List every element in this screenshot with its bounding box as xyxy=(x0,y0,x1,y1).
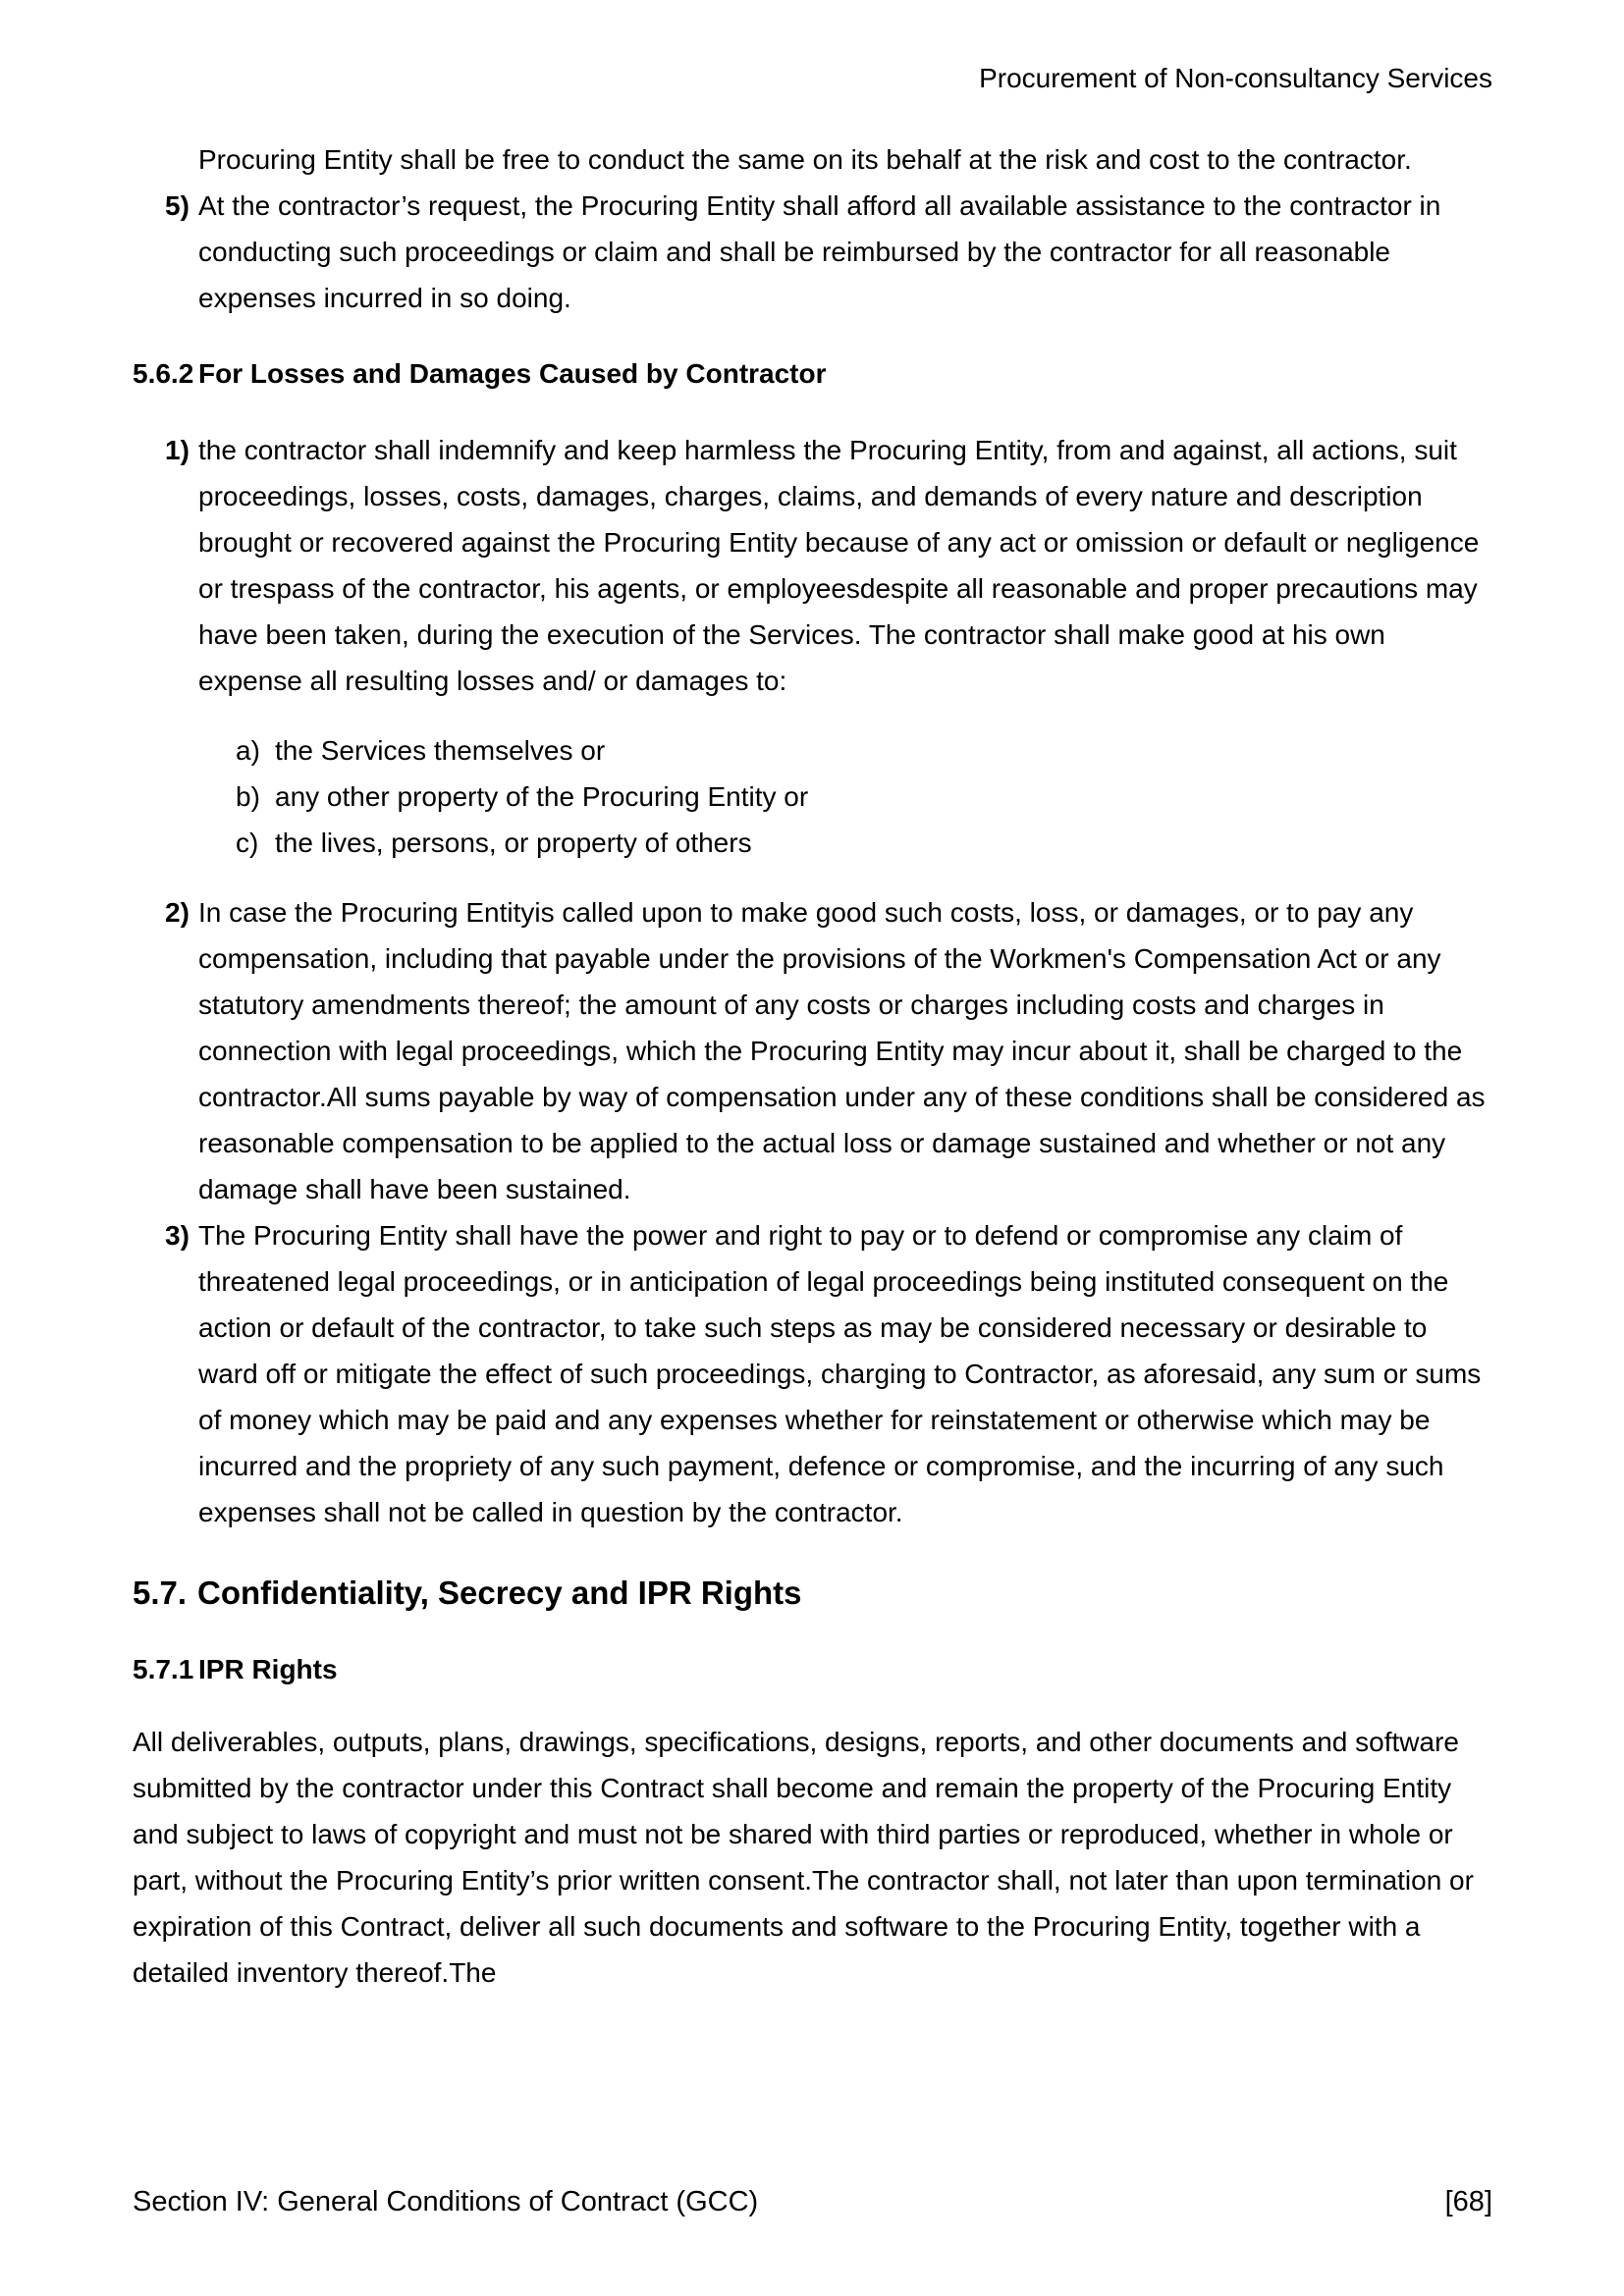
sub-list-item-b-text: any other property of the Procuring Entity or xyxy=(275,781,809,812)
sub-list-item-c-text: the lives, persons, or property of others xyxy=(275,828,752,858)
list-item-1-number: 1) xyxy=(165,435,189,465)
section-heading-5-7-1 xyxy=(133,1646,1492,1692)
list-item-2 xyxy=(165,889,1492,1212)
list-item-3 xyxy=(165,1212,1492,1535)
section-heading-5-7-title: Confidentiality, Secrecy and IPR Rights xyxy=(197,1575,802,1611)
section-heading-5-7-number: 5.7. xyxy=(133,1575,188,1611)
page-footer xyxy=(133,2179,1492,2225)
list-item-3-text: The Procuring Entity shall have the power and right to pay or to defend or compromise any claim of threatened legal proceedings, or in anticipation of legal proceedings being instituted consequent on the action or default of the contractor, to take such steps as may be considered necessary or desirable to ward off or mitigate the effect of such proceedings, charging to Contractor, as aforesaid, any sum or sums of money which may be paid and any expenses whether for reinstatement or otherwise which may be incurred and the propriety of any such payment, defence or compromise, and the incurring of any such expenses shall not be called in question by the contractor. xyxy=(198,1220,1482,1527)
continuation-paragraph: Procuring Entity shall be free to conduct the same on its behalf at the risk and cost to the contractor. xyxy=(198,144,1412,175)
sub-list xyxy=(133,727,1492,866)
sub-list-item-b xyxy=(236,774,1492,820)
sub-list-item-a xyxy=(236,727,1492,774)
header-title: Procurement of Non-consultancy Services xyxy=(979,63,1492,93)
sub-list-item-a-text: the Services themselves or xyxy=(275,735,606,766)
sub-list-item-b-letter: b) xyxy=(236,781,260,812)
sub-list-item-c-letter: c) xyxy=(236,828,259,858)
list-item-2-text: In case the Procuring Entityis called upon to make good such costs, loss, or damages, or to pay any compensation, including that payable under the provisions of the Workmen's Compensation Act or any statutory amendments thereof; the amount of any costs or charges including costs and charges in connection with legal proceedings, which the Procuring Entity may incur about it, shall be charged to the contractor.All sums payable by way of compensation under any of these conditions shall be considered as reasonable compensation to be applied to the actual loss or damage sustained and whether or not any damage shall have been sustained. xyxy=(198,897,1486,1204)
section-heading-5-7-1-title: IPR Rights xyxy=(198,1654,338,1684)
sub-list-item-c xyxy=(236,820,1492,866)
page-header xyxy=(133,55,1492,101)
list-item-1-text: the contractor shall indemnify and keep harmless the Procuring Entity, from and against, all actions, suit proceedings, losses, costs, damages, charges, claims, and demands of every nature and description brought or recovered against the Procuring Entity because of any act or omission or default or negligence or trespass of the contractor, his agents, or employeesdespite all reasonable and proper precautions may have been taken, during the execution of the Services. The contractor shall make good at his own expense all resulting losses and/ or damages to: xyxy=(198,435,1480,696)
page-number: [68] xyxy=(1444,2186,1492,2217)
list-item-5-number: 5) xyxy=(165,190,189,221)
section-heading-5-7-1-number: 5.7.1 xyxy=(133,1654,194,1684)
section-heading-5-6-2 xyxy=(133,350,1492,397)
section-heading-5-6-2-number: 5.6.2 xyxy=(133,358,194,389)
ipr-paragraph: All deliverables, outputs, plans, drawings, specifications, designs, reports, and other documents and software submitted by the contractor under this Contract shall become and remain the property of the Procuring Entity and subject to laws of copyright and must not be shared with third parties or reproduced, whether in whole or part, without the Procuring Entity’s prior written consent.The contractor shall, not later than upon termination or expiration of this Contract, deliver all such documents and software to the Procuring Entity, together with a detailed inventory thereof.The xyxy=(133,1727,1474,1988)
list-item-2-number: 2) xyxy=(165,897,189,928)
list-item-1 xyxy=(165,427,1492,704)
section-heading-5-6-2-title: For Losses and Damages Caused by Contractor xyxy=(198,358,827,389)
sub-list-item-a-letter: a) xyxy=(236,735,260,766)
footer-section-label: Section IV: General Conditions of Contract (GCC) xyxy=(133,2186,759,2217)
list-item-3-number: 3) xyxy=(165,1220,189,1251)
section-heading-5-7 xyxy=(133,1569,1492,1617)
list-item-5 xyxy=(165,183,1492,321)
list-item-5-text: At the contractor’s request, the Procuring Entity shall afford all available assistance to the contractor in conducting such proceedings or claim and shall be reimbursed by the contractor for all reasonable expenses incurred in so doing. xyxy=(198,190,1441,313)
